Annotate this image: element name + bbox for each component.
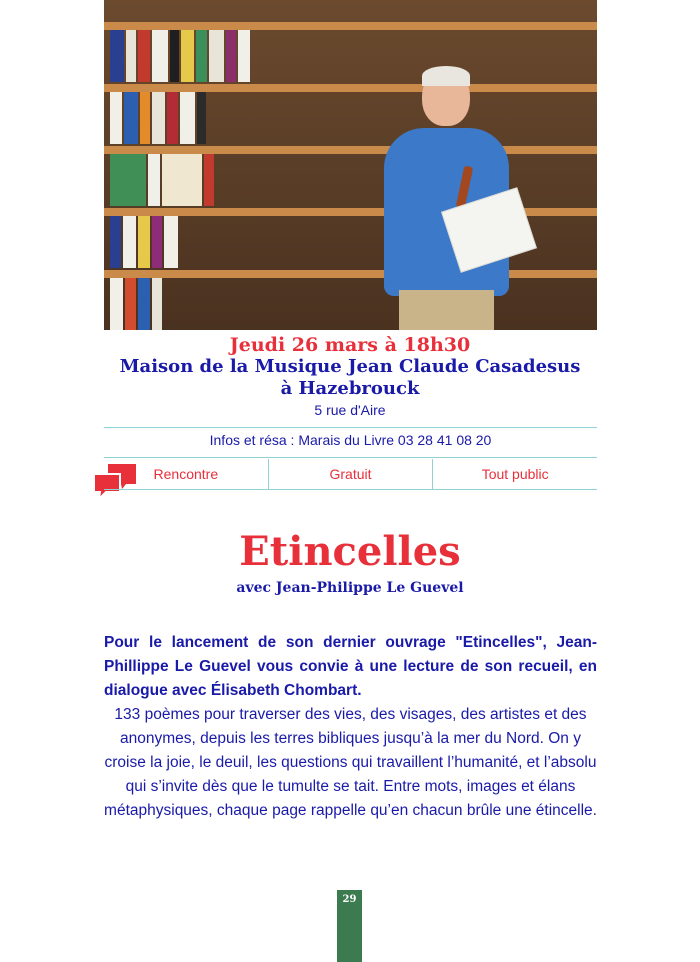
article-body: 133 poèmes pour traverser des vies, des visages, des artistes et des anonymes, depuis les terres bibliques jusqu’à la mer du Nord. On y croise la joie, le deuil, les questions qui travaillent l’humanité, et l’absolu qui s’invite dès que le tumulte se tait. Entre mots, images et élans métaphysiques, chaque page rappelle qu’en chacun brûle une étincelle.	[104, 706, 597, 819]
booking-info: Infos et résa : Marais du Livre 03 28 41 08 20	[209, 432, 492, 448]
page-tab	[337, 890, 362, 962]
tag-gratuit: Gratuit	[268, 459, 433, 489]
event-date: Jeudi 26 mars à 18h30	[229, 334, 471, 356]
divider	[104, 489, 597, 490]
event-photo	[104, 0, 597, 330]
speaker-figure	[374, 68, 524, 330]
article-author: avec Jean-Philippe Le Guevel	[236, 580, 464, 596]
divider	[104, 457, 597, 458]
page-number: 29	[342, 894, 357, 905]
tag-rencontre: Rencontre	[153, 466, 219, 482]
article-title: Etincelles	[239, 528, 461, 575]
article-intro: Pour le lancement de son dernier ouvrage "Etincelles", Jean-Phillippe Le Guevel vous convie à une lecture de son recueil, en dialogue avec Élisabeth Chombart.	[104, 634, 597, 699]
event-venue: Maison de la Musique Jean Claude Casadesus	[119, 356, 581, 377]
tag-tout-public: Tout public	[432, 459, 597, 489]
event-city: à Hazebrouck	[280, 378, 420, 399]
event-address: 5 rue d'Aire	[314, 402, 386, 418]
divider	[104, 427, 597, 428]
event-tags	[104, 459, 597, 489]
